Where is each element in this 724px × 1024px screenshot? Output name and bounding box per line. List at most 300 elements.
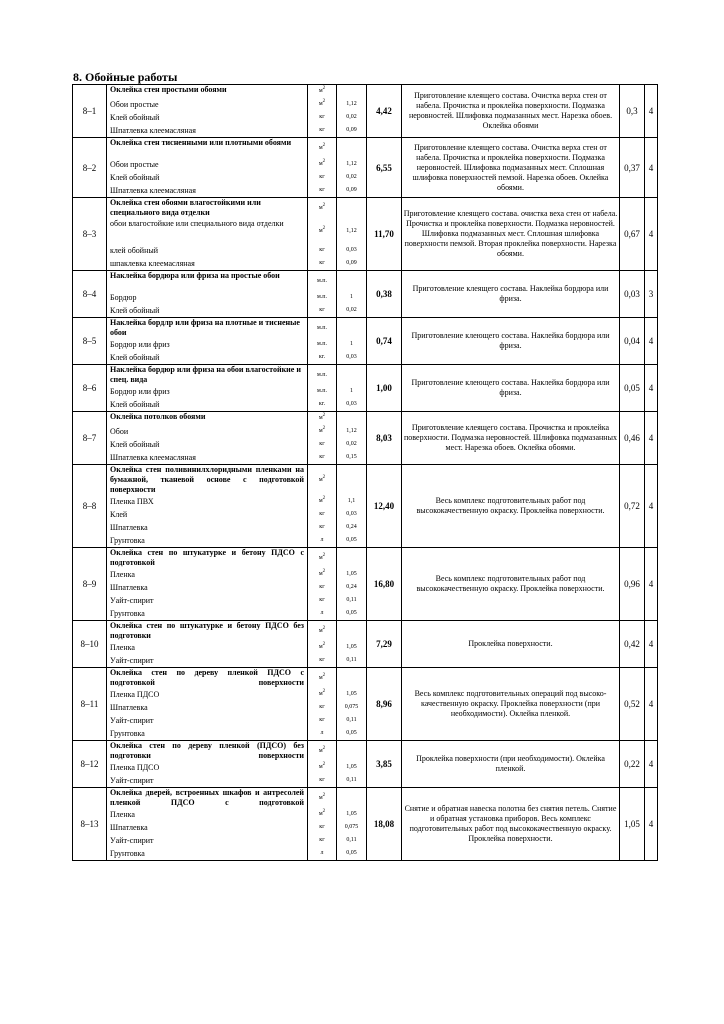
materials-cell <box>107 668 308 741</box>
material-quantity <box>337 788 366 808</box>
material-quantity <box>337 271 366 291</box>
unit-text: м <box>318 161 323 167</box>
worker-category: 4 <box>645 465 658 548</box>
material-quantity <box>337 621 366 641</box>
material-name: Пленка <box>110 643 135 652</box>
material-name: Грунтовка <box>110 536 145 545</box>
table-row <box>73 621 658 668</box>
material-name: Грунтовка <box>110 609 145 618</box>
unit-label <box>308 304 336 317</box>
item-code: 8–12 <box>73 741 107 788</box>
material-quantity: 0,05 <box>346 610 357 616</box>
table-row <box>73 668 658 741</box>
unit-text: кг <box>319 441 325 447</box>
item-code: 8–11 <box>73 668 107 741</box>
materials-cell <box>107 788 308 861</box>
material-quantity: 1 <box>350 294 353 300</box>
units-cell <box>308 365 337 412</box>
worker-category: 4 <box>645 138 658 198</box>
work-title: Наклейка бордюр или фриза на обои влагостойкие и спец. вида <box>110 365 301 384</box>
units-cell <box>308 198 337 271</box>
work-description: Приготовление клеющего состава. Наклейка бордюра или фриза. <box>402 365 620 412</box>
material-name: Шпатлевка <box>110 583 148 592</box>
unit-text: м.п. <box>316 325 327 331</box>
unit-text: кг <box>319 824 325 830</box>
material-quantity: 1,05 <box>346 764 357 770</box>
wallpaper-works-table <box>72 84 658 861</box>
work-description: Приготовление клеящего состава. очистка веха стен от набела. Прочистка и проклейка поверхности. Подмазка неровностей. Шлифовка подмазанных мест. Сплошная шлифовка поверхности пемзой. Вторая проклейка поверхности. Нарезка обоями. <box>402 198 620 271</box>
materials-cell <box>107 198 308 271</box>
worker-category: 4 <box>645 548 658 621</box>
material-name: Клей обойный <box>110 173 160 182</box>
quantities-cell <box>337 465 367 548</box>
material-name: Бордюр или фриз <box>110 387 170 396</box>
units-cell <box>308 668 337 741</box>
price-value: 16,80 <box>367 548 402 621</box>
work-title: Оклейка дверей, встроенных шкафов и антресолей пленкой ПДСО с подготовкой <box>110 788 304 807</box>
material-quantity: 1,1 <box>347 498 356 504</box>
table-row <box>73 138 658 198</box>
item-code: 8–4 <box>73 271 107 318</box>
material-name: Клей обойный <box>110 306 160 315</box>
item-code: 8–1 <box>73 85 107 138</box>
unit-label <box>308 581 336 594</box>
unit-label <box>308 465 336 495</box>
quantities-cell <box>337 138 367 198</box>
unit-superscript: 2 <box>322 475 326 480</box>
quantities-cell <box>337 668 367 741</box>
unit-text: м.п. <box>316 372 327 378</box>
unit-text: кг. <box>318 354 326 360</box>
unit-label <box>308 741 336 761</box>
unit-label <box>308 198 336 218</box>
worker-category: 4 <box>645 318 658 365</box>
units-cell <box>308 788 337 861</box>
item-code: 8–10 <box>73 621 107 668</box>
price-value: 0,74 <box>367 318 402 365</box>
material-name: Обои <box>110 427 129 436</box>
unit-text: л <box>320 730 324 736</box>
material-name: Шпатлевка клеемасляная <box>110 126 196 135</box>
work-description: Проклейка поверхности. <box>402 621 620 668</box>
material-name: Пленка ПВХ <box>110 497 154 506</box>
unit-label <box>308 727 336 740</box>
unit-superscript: 2 <box>322 159 326 164</box>
material-name: Бордюр <box>110 293 137 302</box>
material-name: Клей <box>110 510 128 519</box>
item-code: 8–5 <box>73 318 107 365</box>
unit-label <box>308 138 336 158</box>
unit-label <box>308 318 336 338</box>
materials-cell <box>107 548 308 621</box>
unit-text: м <box>318 145 323 151</box>
units-cell <box>308 412 337 465</box>
material-name: Уайт-спирит <box>110 776 154 785</box>
material-name: Грунтовка <box>110 729 145 738</box>
unit-label <box>308 548 336 568</box>
price-value: 0,38 <box>367 271 402 318</box>
unit-label <box>308 171 336 184</box>
worker-category: 4 <box>645 621 658 668</box>
material-quantity: 0,11 <box>346 777 357 783</box>
units-cell <box>308 465 337 548</box>
material-quantity: 0,03 <box>346 401 357 407</box>
unit-label <box>308 291 336 304</box>
material-quantity: 1,05 <box>346 571 357 577</box>
labor-coefficient: 0,67 <box>620 198 645 271</box>
item-code: 8–3 <box>73 198 107 271</box>
quantities-cell <box>337 85 367 138</box>
material-name: Клей обойный <box>110 400 160 409</box>
unit-label <box>308 438 336 451</box>
labor-coefficient: 1,05 <box>620 788 645 861</box>
units-cell <box>308 318 337 365</box>
material-quantity: 0,09 <box>346 260 357 266</box>
quantities-cell <box>337 741 367 788</box>
units-cell <box>308 138 337 198</box>
material-quantity: 0,11 <box>346 597 357 603</box>
quantities-cell <box>337 365 367 412</box>
unit-text: м <box>318 415 323 421</box>
material-name: Уайт-спирит <box>110 656 154 665</box>
unit-superscript: 2 <box>322 496 326 501</box>
labor-coefficient: 0,96 <box>620 548 645 621</box>
section-title: 8. Обойные работы <box>73 70 178 84</box>
unit-text: м <box>318 675 323 681</box>
table-row <box>73 465 658 548</box>
material-name: Шпатлевка клеемасляная <box>110 186 196 195</box>
material-name: Шпатлевка клеемасляная <box>110 453 196 462</box>
unit-label <box>308 98 336 111</box>
unit-label <box>308 184 336 197</box>
item-code: 8–9 <box>73 548 107 621</box>
work-description: Снятие и обратная навеска полотна без снятия петель. Снятие и обратная установка приборов. Весь комплекс подготовительных работ под высококачественную окраску. Проклейка поверхности. <box>402 788 620 861</box>
unit-text: м.п. <box>316 341 327 347</box>
unit-label <box>308 338 336 351</box>
unit-text: кг <box>319 524 325 530</box>
item-code: 8–8 <box>73 465 107 548</box>
unit-text: кг <box>319 657 325 663</box>
unit-label <box>308 808 336 821</box>
unit-superscript: 2 <box>322 793 326 798</box>
price-value: 11,70 <box>367 198 402 271</box>
labor-coefficient: 0,42 <box>620 621 645 668</box>
materials-cell <box>107 741 308 788</box>
material-name: обои влагостойкие или специального вида отделки <box>110 219 284 228</box>
price-value: 7,29 <box>367 621 402 668</box>
material-quantity <box>337 198 366 218</box>
labor-coefficient: 0,52 <box>620 668 645 741</box>
unit-superscript: 2 <box>322 553 326 558</box>
material-quantity: 0,11 <box>346 717 357 723</box>
quantities-cell <box>337 318 367 365</box>
unit-label <box>308 508 336 521</box>
material-name: Шпатлевка <box>110 523 148 532</box>
unit-label <box>308 124 336 137</box>
material-name: Уайт-спирит <box>110 716 154 725</box>
unit-superscript: 2 <box>322 86 326 91</box>
price-value: 6,55 <box>367 138 402 198</box>
unit-text: кг <box>319 584 325 590</box>
unit-text: м <box>318 628 323 634</box>
work-description: Приготовление клеящего состава. Наклейка бордюра или фриза. <box>402 271 620 318</box>
material-name: клей обойный <box>110 246 158 255</box>
unit-text: кг <box>319 307 325 313</box>
unit-text: кг <box>319 247 325 253</box>
work-description: Весь комплекс подготовительных работ под высококачественную окраску. Проклейка поверхности. <box>402 465 620 548</box>
material-quantity <box>337 548 366 568</box>
unit-label <box>308 714 336 727</box>
material-quantity: 0,075 <box>344 704 359 710</box>
work-title: Оклейка стен по дереву пленкой (ПДСО) без подготовки поверхности <box>110 741 304 760</box>
unit-label <box>308 158 336 171</box>
labor-coefficient: 0,3 <box>620 85 645 138</box>
materials-cell <box>107 621 308 668</box>
price-value: 4,42 <box>367 85 402 138</box>
material-name: Шпатлевка <box>110 823 148 832</box>
work-title: Оклейка стен по штукатурке и бетону ПДСО без подготовки <box>110 621 304 640</box>
unit-text: кг <box>319 597 325 603</box>
work-description: Приготовление клеящего состава. Очистка верха стен от набела. Прочистка и проклейка поверхности. Подмазка неровностей. Шлифовка подмазанных мест. Нарезка обоев. Оклейка обоями <box>402 85 620 138</box>
unit-label <box>308 218 336 244</box>
units-cell <box>308 621 337 668</box>
material-quantity: 0,02 <box>346 441 357 447</box>
material-quantity: 1,05 <box>346 644 357 650</box>
unit-text: м.п. <box>316 294 327 300</box>
work-title: Оклейка стен обоями влагостойкими или специального вида отделки <box>110 198 261 217</box>
units-cell <box>308 741 337 788</box>
material-quantity <box>337 465 366 495</box>
unit-text: кг <box>319 717 325 723</box>
materials-cell <box>107 465 308 548</box>
unit-text: л <box>320 537 324 543</box>
price-value: 12,40 <box>367 465 402 548</box>
units-cell <box>308 548 337 621</box>
material-quantity: 0,075 <box>344 824 359 830</box>
material-quantity: 1 <box>350 388 353 394</box>
material-name: шпаклевка клеемасляная <box>110 259 195 268</box>
unit-label <box>308 412 336 425</box>
labor-coefficient: 0,04 <box>620 318 645 365</box>
unit-text: м <box>318 498 323 504</box>
work-title: Оклейка стен по штукатурке и бетону ПДСО с подготовкой <box>110 548 304 567</box>
material-name: Пленка ПДСО <box>110 763 160 772</box>
unit-text: кг <box>319 704 325 710</box>
labor-coefficient: 0,03 <box>620 271 645 318</box>
materials-cell <box>107 412 308 465</box>
material-quantity: 1,12 <box>346 161 357 167</box>
work-title: Оклейка стен поливинилхлоридными пленками на бумажной, тканевой основе с подготовкой поверхности <box>110 465 304 494</box>
item-code: 8–6 <box>73 365 107 412</box>
material-quantity: 0,15 <box>346 454 357 460</box>
unit-superscript: 2 <box>322 762 326 767</box>
unit-text: кг <box>319 454 325 460</box>
unit-label <box>308 688 336 701</box>
material-quantity: 0,11 <box>346 657 357 663</box>
table-row <box>73 318 658 365</box>
unit-label <box>308 568 336 581</box>
unit-label <box>308 834 336 847</box>
units-cell <box>308 271 337 318</box>
unit-label <box>308 398 336 411</box>
unit-text: кг. <box>318 401 326 407</box>
unit-text: кг <box>319 187 325 193</box>
unit-superscript: 2 <box>322 569 326 574</box>
work-description: Приготовление клеющего состава. Наклейка бордюра или фриза. <box>402 318 620 365</box>
units-cell <box>308 85 337 138</box>
material-quantity: 0,11 <box>346 837 357 843</box>
material-quantity <box>337 85 366 98</box>
unit-superscript: 2 <box>322 689 326 694</box>
unit-label <box>308 607 336 620</box>
price-value: 3,85 <box>367 741 402 788</box>
worker-category: 4 <box>645 788 658 861</box>
material-name: Грунтовка <box>110 849 145 858</box>
unit-superscript: 2 <box>322 626 326 631</box>
item-code: 8–7 <box>73 412 107 465</box>
unit-label <box>308 668 336 688</box>
unit-label <box>308 271 336 291</box>
unit-label <box>308 621 336 641</box>
item-code: 8–2 <box>73 138 107 198</box>
material-name: Клей обойный <box>110 113 160 122</box>
material-quantity: 0,02 <box>346 174 357 180</box>
unit-text: м <box>318 644 323 650</box>
material-quantity <box>337 741 366 761</box>
unit-label <box>308 257 336 270</box>
work-description: Приготовление клеящего состава. Прочистка и проклейка поверхности. Подмазка неровностей. Шлифовка подмазанных мест. Нарезка обоев. Оклейка обоями. <box>402 412 620 465</box>
unit-label <box>308 495 336 508</box>
unit-text: м <box>318 428 323 434</box>
price-value: 18,08 <box>367 788 402 861</box>
unit-label <box>308 111 336 124</box>
worker-category: 4 <box>645 741 658 788</box>
table-row <box>73 85 658 138</box>
quantities-cell <box>337 788 367 861</box>
material-quantity: 0,24 <box>346 584 357 590</box>
worker-category: 3 <box>645 271 658 318</box>
worker-category: 4 <box>645 365 658 412</box>
unit-text: л <box>320 610 324 616</box>
unit-text: кг <box>319 114 325 120</box>
materials-cell <box>107 271 308 318</box>
unit-text: м <box>318 88 323 94</box>
material-quantity <box>337 318 366 338</box>
table-row <box>73 271 658 318</box>
unit-text: м <box>318 691 323 697</box>
unit-label <box>308 534 336 547</box>
unit-text: м <box>318 795 323 801</box>
work-title: Оклейка стен тисненными или плотными обоями <box>110 138 292 147</box>
quantities-cell <box>337 621 367 668</box>
labor-coefficient: 0,46 <box>620 412 645 465</box>
price-value: 1,00 <box>367 365 402 412</box>
work-title: Оклейка потолков обоями <box>110 412 206 421</box>
unit-superscript: 2 <box>322 809 326 814</box>
material-name: Обои простые <box>110 100 159 109</box>
unit-superscript: 2 <box>322 746 326 751</box>
material-name: Клей обойный <box>110 353 160 362</box>
material-quantity <box>337 412 366 425</box>
unit-text: кг <box>319 511 325 517</box>
labor-coefficient: 0,05 <box>620 365 645 412</box>
unit-text: л <box>320 850 324 856</box>
table-row <box>73 788 658 861</box>
work-title: Оклейка стен по дереву пленкой ПДСО с подготовкой поверхности <box>110 668 304 687</box>
labor-coefficient: 0,37 <box>620 138 645 198</box>
material-quantity: 0,03 <box>346 247 357 253</box>
unit-label <box>308 654 336 667</box>
unit-label <box>308 425 336 438</box>
work-title: Оклейка стен простыми обоями <box>110 85 227 94</box>
unit-text: м.п. <box>316 388 327 394</box>
material-name: Пленка <box>110 810 135 819</box>
worker-category: 4 <box>645 412 658 465</box>
material-quantity: 0,02 <box>346 307 357 313</box>
material-name: Обои простые <box>110 160 159 169</box>
materials-cell <box>107 318 308 365</box>
labor-coefficient: 0,72 <box>620 465 645 548</box>
table-row <box>73 365 658 412</box>
material-quantity: 0,02 <box>346 114 357 120</box>
unit-superscript: 2 <box>322 203 326 208</box>
material-name: Шпатлевка <box>110 703 148 712</box>
unit-superscript: 2 <box>322 226 326 231</box>
unit-label <box>308 701 336 714</box>
material-quantity: 0,24 <box>346 524 357 530</box>
unit-label <box>308 385 336 398</box>
unit-text: м <box>318 228 323 234</box>
material-quantity: 0,03 <box>346 511 357 517</box>
unit-label <box>308 521 336 534</box>
unit-label <box>308 365 336 385</box>
unit-text: м <box>318 555 323 561</box>
material-quantity <box>337 668 366 688</box>
unit-label <box>308 641 336 654</box>
unit-label <box>308 244 336 257</box>
work-title: Наклейка бордлр или фриза на плотные и тисненые обои <box>110 318 300 337</box>
work-description: Приготовление клеящего состава. Очистка верха стен от набела. Прочистка и проклейка поверхности. Подмазка неровностей. Шлифовка подмазанных мест. Сплошная шлифовка поверхностей пемзой. Нарезка обоев. Оклейка обоями. <box>402 138 620 198</box>
unit-text: кг <box>319 777 325 783</box>
work-title: Наклейка бордюра или фриза на простые обои <box>110 271 280 280</box>
unit-text: м <box>318 571 323 577</box>
unit-label <box>308 85 336 98</box>
quantities-cell <box>337 271 367 318</box>
unit-superscript: 2 <box>322 99 326 104</box>
worker-category: 4 <box>645 668 658 741</box>
material-quantity: 1,05 <box>346 691 357 697</box>
material-quantity: 1 <box>350 341 353 347</box>
material-quantity: 1,05 <box>346 811 357 817</box>
material-quantity: 1,12 <box>346 228 357 234</box>
unit-label <box>308 847 336 860</box>
material-quantity: 0,05 <box>346 537 357 543</box>
unit-text: м <box>318 811 323 817</box>
unit-text: кг <box>319 260 325 266</box>
material-name: Бордюр или фриз <box>110 340 170 349</box>
work-description: Весь комплекс подготовительных работ под высококачественную окраску. Проклейка поверхности. <box>402 548 620 621</box>
material-name: Уайт-спирит <box>110 596 154 605</box>
material-quantity: 0,09 <box>346 127 357 133</box>
labor-coefficient: 0,22 <box>620 741 645 788</box>
materials-cell <box>107 365 308 412</box>
unit-text: м <box>318 748 323 754</box>
unit-text: м <box>318 764 323 770</box>
table-row <box>73 198 658 271</box>
worker-category: 4 <box>645 85 658 138</box>
unit-label <box>308 821 336 834</box>
material-quantity: 0,05 <box>346 730 357 736</box>
